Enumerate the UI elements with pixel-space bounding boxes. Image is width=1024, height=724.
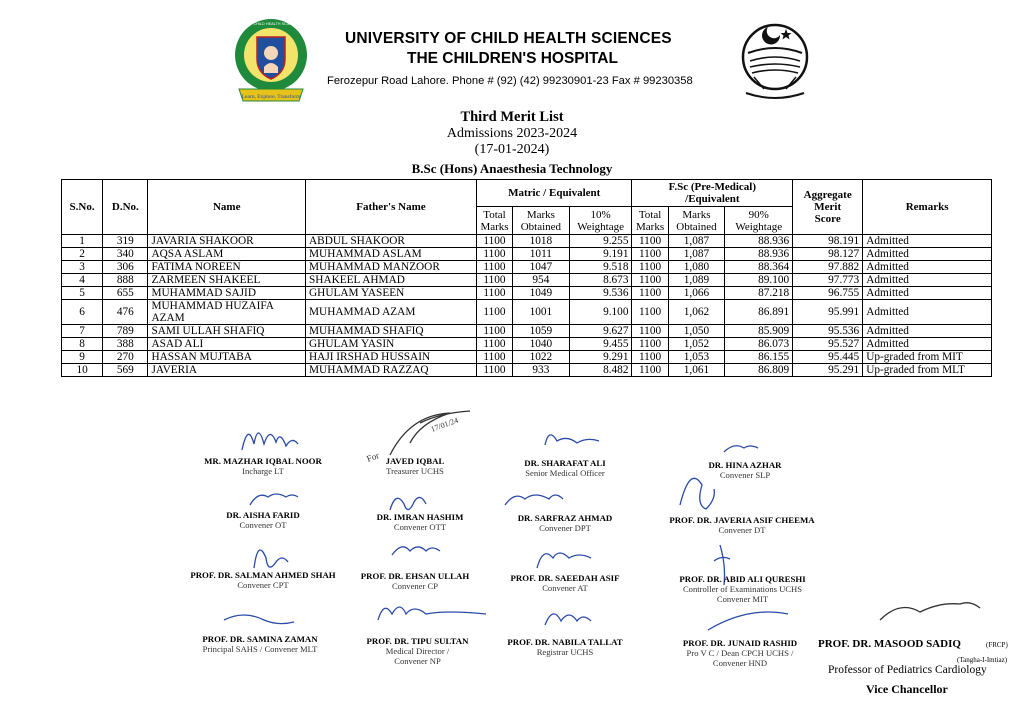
signatory-name: PROF. DR. JAVERIA ASIF CHEEMA xyxy=(669,515,815,525)
father-name-cell: GHULAM YASIN xyxy=(306,338,477,351)
sno-cell: 7 xyxy=(62,325,103,338)
signatory-name: DR. AISHA FARID xyxy=(226,510,300,520)
signatory-role: Convener SLP xyxy=(719,470,771,480)
agg-line1: Aggregate xyxy=(803,189,852,201)
table-row xyxy=(62,351,992,364)
signatory-name: PROF. DR. TIPU SULTAN xyxy=(366,636,469,646)
fsc-total-cell: 1100 xyxy=(632,338,668,351)
dno-cell: 476 xyxy=(103,300,148,325)
signatory-5 xyxy=(208,510,318,530)
dno-cell: 340 xyxy=(103,248,148,261)
remarks-cell: Admitted xyxy=(863,338,992,351)
signatory-role: Convener CPT xyxy=(237,580,289,590)
signatory-2 xyxy=(355,456,475,476)
matric-w-l1: 10% xyxy=(590,208,611,221)
fsc-obtained-cell: 1,080 xyxy=(668,261,725,274)
matric-obtained-cell: 1049 xyxy=(513,287,570,300)
signatory-name: PROF. DR. ABID ALI QURESHI xyxy=(679,574,806,584)
matric-total-cell: 1100 xyxy=(476,287,512,300)
dno-cell: 306 xyxy=(103,261,148,274)
father-name-cell: GHULAM YASEEN xyxy=(306,287,477,300)
merit-list-table xyxy=(61,179,992,377)
aggregate-cell: 96.755 xyxy=(793,287,863,300)
signatory-role: Medical Director / xyxy=(385,646,450,656)
col-fsc-weightage xyxy=(725,207,793,235)
fsc-total-l2: Marks xyxy=(636,220,665,233)
remarks-cell: Admitted xyxy=(863,325,992,338)
col-aggregate xyxy=(793,180,863,235)
col-fsc-obtained xyxy=(668,207,725,235)
signatory-role-2: Convener MIT xyxy=(716,594,769,604)
father-name-cell: ABDUL SHAKOOR xyxy=(306,235,477,248)
col-matric-obtained xyxy=(513,207,570,235)
document-title: Third Merit List xyxy=(460,109,564,125)
signatory-name: JAVED IQBAL xyxy=(385,456,445,466)
signatory-role-2: Convener NP xyxy=(394,656,441,666)
table-row xyxy=(62,325,992,338)
matric-obt-l2: Obtained xyxy=(520,220,562,233)
matric-total-cell: 1100 xyxy=(476,351,512,364)
aggregate-cell: 97.773 xyxy=(793,274,863,287)
col-fsc xyxy=(632,180,793,207)
fsc-total-cell: 1100 xyxy=(632,235,668,248)
fsc-total-cell: 1100 xyxy=(632,364,668,377)
fsc-weightage-cell: 87.218 xyxy=(725,287,793,300)
fsc-obtained-cell: 1,050 xyxy=(668,325,725,338)
fsc-obtained-cell: 1,066 xyxy=(668,287,725,300)
name-cell: ZARMEEN SHAKEEL xyxy=(148,274,306,287)
signatory-name: DR. SHARAFAT ALI xyxy=(524,458,606,468)
signatory-16 xyxy=(675,638,805,668)
table-row xyxy=(62,338,992,351)
father-name-cell: MUHAMMAD AZAM xyxy=(306,300,477,325)
aggregate-cell: 98.127 xyxy=(793,248,863,261)
fsc-weightage-cell: 88.936 xyxy=(725,248,793,261)
fsc-obt-l2: Obtained xyxy=(676,220,717,233)
father-name-cell: SHAKEEL AHMAD xyxy=(306,274,477,287)
session-text: Admissions 2023-2024 xyxy=(446,126,578,141)
col-matric-total xyxy=(476,207,512,235)
name-cell: JAVERIA xyxy=(148,364,306,377)
matric-weightage-cell: 9.627 xyxy=(569,325,632,338)
signatory-8 xyxy=(662,515,822,535)
signatory-role: Principal SAHS / Convener MLT xyxy=(202,644,318,654)
vc-frcp: (FRCP) xyxy=(986,641,1008,649)
fsc-weightage-cell: 85.909 xyxy=(725,325,793,338)
fsc-weightage-cell: 86.155 xyxy=(725,351,793,364)
sno-cell: 10 xyxy=(62,364,103,377)
name-cell: HASSAN MUJTABA xyxy=(148,351,306,364)
table-row xyxy=(62,248,992,261)
matric-weightage-cell: 9.455 xyxy=(569,338,632,351)
col-matric: Matric / Equivalent xyxy=(476,180,632,207)
fsc-weightage-cell: 86.891 xyxy=(725,300,793,325)
father-name-cell: MUHAMMAD MANZOOR xyxy=(306,261,477,274)
university-name: UNIVERSITY OF CHILD HEALTH SCIENCES xyxy=(345,30,672,47)
dno-cell: 789 xyxy=(103,325,148,338)
matric-obtained-cell: 1018 xyxy=(513,235,570,248)
sno-cell: 6 xyxy=(62,300,103,325)
fsc-total-cell: 1100 xyxy=(632,261,668,274)
university-logo xyxy=(223,17,319,105)
dno-cell: 388 xyxy=(103,338,148,351)
logo-ring-text: UNIVERSITY OF CHILD HEALTH SCIENCES, LAHORE xyxy=(223,22,319,26)
signatory-role: Controller of Examinations UCHS xyxy=(682,584,803,594)
list-date: (17-01-2024) xyxy=(474,142,550,157)
matric-total-l1: Total xyxy=(483,208,506,221)
sno-cell: 9 xyxy=(62,351,103,364)
signatory-name: PROF. DR. EHSAN ULLAH xyxy=(360,571,470,581)
signatory-role: Convener DT xyxy=(718,525,766,535)
fsc-weightage-cell: 86.073 xyxy=(725,338,793,351)
remarks-cell: Up-graded from MIT xyxy=(863,351,992,364)
matric-weightage-cell: 9.255 xyxy=(569,235,632,248)
fsc-w-l2: Weightage xyxy=(735,220,783,233)
matric-weightage-cell: 8.482 xyxy=(569,364,632,377)
fsc-obtained-cell: 1,087 xyxy=(668,235,725,248)
vc-title: Vice Chancellor xyxy=(866,682,948,696)
fsc-total-cell: 1100 xyxy=(632,274,668,287)
fsc-total-cell: 1100 xyxy=(632,325,668,338)
matric-total-cell: 1100 xyxy=(476,364,512,377)
matric-obtained-cell: 933 xyxy=(513,364,570,377)
signatory-role: Convener OT xyxy=(239,520,287,530)
fsc-w-l1: 90% xyxy=(748,208,769,221)
matric-total-cell: 1100 xyxy=(476,325,512,338)
fsc-obtained-cell: 1,087 xyxy=(668,248,725,261)
signatory-name: DR. IMRAN HASHIM xyxy=(376,512,464,522)
col-sno: S.No. xyxy=(62,180,103,235)
signatory-role: Senior Medical Officer xyxy=(525,468,605,478)
name-cell: SAMI ULLAH SHAFIQ xyxy=(148,325,306,338)
remarks-cell: Up-graded from MLT xyxy=(863,364,992,377)
signatory-10 xyxy=(355,571,475,591)
signatory-role: Convener DPT xyxy=(539,523,591,533)
signatory-12 xyxy=(670,574,815,604)
fsc-obtained-cell: 1,052 xyxy=(668,338,725,351)
fsc-total-cell: 1100 xyxy=(632,300,668,325)
name-cell: JAVARIA SHAKOOR xyxy=(148,235,306,248)
matric-obtained-cell: 1011 xyxy=(513,248,570,261)
remarks-cell: Admitted xyxy=(863,248,992,261)
matric-total-cell: 1100 xyxy=(476,274,512,287)
col-matric-weightage xyxy=(569,207,632,235)
aggregate-cell: 95.291 xyxy=(793,364,863,377)
signatory-13 xyxy=(195,634,325,654)
fsc-weightage-cell: 88.936 xyxy=(725,235,793,248)
matric-obtained-cell: 1059 xyxy=(513,325,570,338)
name-cell: ASAD ALI xyxy=(148,338,306,351)
matric-weightage-cell: 8.673 xyxy=(569,274,632,287)
signatory-name: PROF. DR. SAEEDAH ASIF xyxy=(510,573,620,583)
father-name-cell: MUHAMMAD ASLAM xyxy=(306,248,477,261)
fsc-weightage-cell: 86.809 xyxy=(725,364,793,377)
table-row xyxy=(62,274,992,287)
fsc-total-l1: Total xyxy=(638,208,662,221)
signatory-6 xyxy=(360,512,480,532)
fsc-obtained-cell: 1,061 xyxy=(668,364,725,377)
signatory-name: MR. MAZHAR IQBAL NOOR xyxy=(204,456,322,466)
table-row xyxy=(62,287,992,300)
fsc-obtained-cell: 1,053 xyxy=(668,351,725,364)
col-dno: D.No. xyxy=(103,180,148,235)
signatory-1 xyxy=(198,456,328,476)
vc-name: PROF. DR. MASOOD SADIQ xyxy=(818,638,961,650)
dno-cell: 319 xyxy=(103,235,148,248)
signatory-name: PROF. DR. SAMINA ZAMAN xyxy=(202,634,318,644)
agg-line3: Score xyxy=(814,213,841,225)
father-name-cell: MUHAMMAD SHAFIQ xyxy=(306,325,477,338)
remarks-cell: Admitted xyxy=(863,274,992,287)
fsc-obt-l1: Marks xyxy=(682,208,711,221)
matric-obtained-cell: 1022 xyxy=(513,351,570,364)
name-cell: AQSA ASLAM xyxy=(148,248,306,261)
vc-role: Professor of Pediatrics Cardiology xyxy=(828,664,987,676)
sno-cell: 8 xyxy=(62,338,103,351)
matric-weightage-cell: 9.100 xyxy=(569,300,632,325)
signatory-role: Treasurer UCHS xyxy=(386,466,444,476)
aggregate-cell: 97.882 xyxy=(793,261,863,274)
fsc-obtained-cell: 1,062 xyxy=(668,300,725,325)
signatory-7 xyxy=(505,513,625,533)
name-cell: FATIMA NOREEN xyxy=(148,261,306,274)
signatory-9 xyxy=(183,570,343,590)
dno-cell: 655 xyxy=(103,287,148,300)
matric-obt-l1: Marks xyxy=(526,208,555,221)
signatory-14 xyxy=(360,636,475,666)
header-row-1 xyxy=(62,180,992,207)
fsc-weightage-cell: 88.364 xyxy=(725,261,793,274)
signatory-role: Convener CP xyxy=(391,581,439,591)
sno-cell: 3 xyxy=(62,261,103,274)
remarks-cell: Admitted xyxy=(863,261,992,274)
signatory-15 xyxy=(500,637,630,657)
sno-cell: 2 xyxy=(62,248,103,261)
signatory-3 xyxy=(500,458,630,478)
fsc-line2: /Equivalent xyxy=(685,193,740,205)
logo-motto: Learn, Explore, Transform xyxy=(241,94,301,100)
matric-weightage-cell: 9.518 xyxy=(569,261,632,274)
matric-weightage-cell: 9.191 xyxy=(569,248,632,261)
sno-cell: 4 xyxy=(62,274,103,287)
matric-weightage-cell: 9.536 xyxy=(569,287,632,300)
punjab-emblem xyxy=(728,17,822,103)
aggregate-cell: 98.191 xyxy=(793,235,863,248)
col-remarks: Remarks xyxy=(863,180,992,235)
aggregate-cell: 95.991 xyxy=(793,300,863,325)
fsc-total-cell: 1100 xyxy=(632,351,668,364)
fsc-line1: F.Sc (Pre-Medical) xyxy=(668,181,757,193)
signatory-name: PROF. DR. JUNAID RASHID xyxy=(682,638,798,648)
signatory-4 xyxy=(690,460,800,480)
sno-cell: 1 xyxy=(62,235,103,248)
vc-tangha: (Tangha-I-Imtiaz) xyxy=(957,656,1008,664)
signatory-name: DR. SARFRAZ AHMAD xyxy=(517,513,613,523)
signatory-11 xyxy=(505,573,625,593)
fsc-obtained-cell: 1,089 xyxy=(668,274,725,287)
for-mark: For xyxy=(365,450,381,464)
matric-total-cell: 1100 xyxy=(476,338,512,351)
name-cell: MUHAMMAD HUZAIFA AZAM xyxy=(148,300,306,325)
hospital-name: THE CHILDREN'S HOSPITAL xyxy=(407,50,618,67)
father-name-cell: HAJI IRSHAD HUSSAIN xyxy=(306,351,477,364)
matric-obtained-cell: 954 xyxy=(513,274,570,287)
dno-cell: 888 xyxy=(103,274,148,287)
name-cell: MUHAMMAD SAJID xyxy=(148,287,306,300)
matric-total-cell: 1100 xyxy=(476,235,512,248)
signatory-role-2: Convener HND xyxy=(712,658,768,668)
matric-total-cell: 1100 xyxy=(476,300,512,325)
matric-w-l2: Weightage xyxy=(577,220,624,233)
fsc-total-cell: 1100 xyxy=(632,248,668,261)
remarks-cell: Admitted xyxy=(863,235,992,248)
signatory-name: PROF. DR. NABILA TALLAT xyxy=(507,637,623,647)
signatory-role: Convener OTT xyxy=(393,522,447,532)
aggregate-cell: 95.445 xyxy=(793,351,863,364)
signatory-role: Registrar UCHS xyxy=(536,647,594,657)
sno-cell: 5 xyxy=(62,287,103,300)
col-father: Father's Name xyxy=(306,180,477,235)
signatory-role: Pro V C / Dean CPCH UCHS / xyxy=(686,648,794,658)
matric-weightage-cell: 9.291 xyxy=(569,351,632,364)
matric-obtained-cell: 1047 xyxy=(513,261,570,274)
matric-obtained-cell: 1040 xyxy=(513,338,570,351)
signatory-name: DR. HINA AZHAR xyxy=(708,460,782,470)
table-row xyxy=(62,300,992,325)
fsc-total-cell: 1100 xyxy=(632,287,668,300)
program-name: B.Sc (Hons) Anaesthesia Technology xyxy=(411,161,613,176)
fsc-weightage-cell: 89.100 xyxy=(725,274,793,287)
remarks-cell: Admitted xyxy=(863,300,992,325)
agg-line2: Merit xyxy=(814,201,842,213)
signatory-role: Convener AT xyxy=(542,583,588,593)
col-fsc-total xyxy=(632,207,668,235)
table-row xyxy=(62,261,992,274)
father-name-cell: MUHAMMAD RAZZAQ xyxy=(306,364,477,377)
dno-cell: 569 xyxy=(103,364,148,377)
aggregate-cell: 95.527 xyxy=(793,338,863,351)
col-name: Name xyxy=(148,180,306,235)
date-scrawl: 17/01/24 xyxy=(429,415,460,434)
signatory-name: PROF. DR. SALMAN AHMED SHAH xyxy=(190,570,336,580)
signatory-role: Incharge LT xyxy=(242,466,284,476)
dno-cell: 270 xyxy=(103,351,148,364)
matric-total-cell: 1100 xyxy=(476,248,512,261)
matric-total-cell: 1100 xyxy=(476,261,512,274)
remarks-cell: Admitted xyxy=(863,287,992,300)
matric-obtained-cell: 1001 xyxy=(513,300,570,325)
aggregate-cell: 95.536 xyxy=(793,325,863,338)
address-line: Ferozepur Road Lahore. Phone # (92) (42) 99230901-23 Fax # 99230358 xyxy=(327,75,693,87)
table-row xyxy=(62,235,992,248)
table-row xyxy=(62,364,992,377)
matric-total-l2: Marks xyxy=(480,220,509,233)
